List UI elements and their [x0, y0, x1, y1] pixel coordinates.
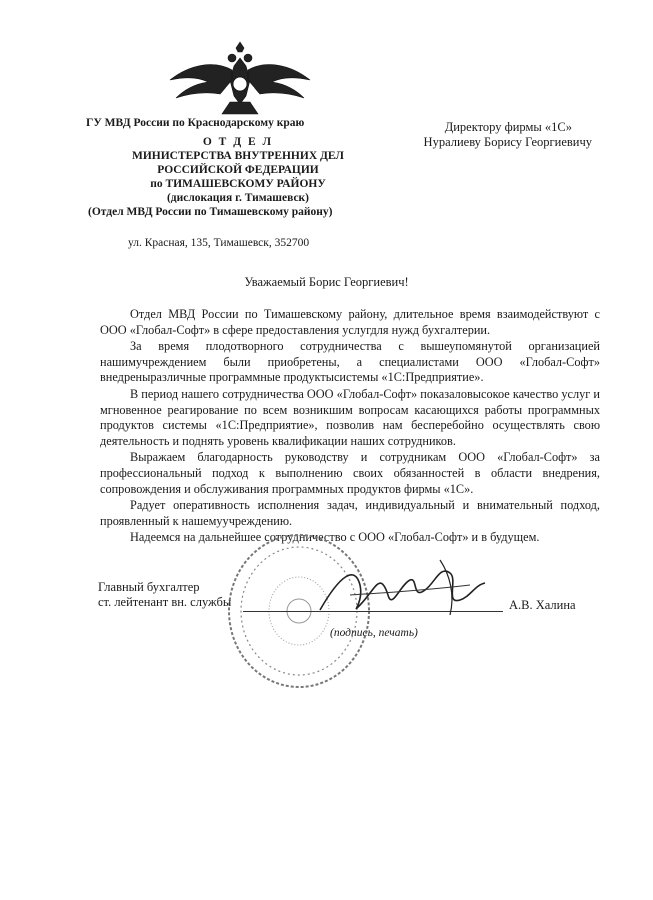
letterhead-short-name: (Отдел МВД России по Тимашевскому району)	[88, 206, 333, 218]
paragraph: Радует оперативность исполнения задач, индивидуальный и внимательный подход, проявленный к нашемуучреждению.	[100, 498, 600, 528]
paragraph: В период нашего сотрудничества ООО «Глобал-Софт» показаловысокое качество услуг и мгновенное реагирование по всем возникшим вопросам касающихся работы программных продуктов системы «1С:Предприятие», позволив нам бесперебойно осуществлять свою деятельность и поднять уровень квалификации наших сотрудников.	[100, 386, 600, 448]
greeting: Уважаемый Борис Георгиевич!	[244, 275, 409, 289]
letterhead-federation: РОССИЙСКОЙ ФЕДЕРАЦИИ	[157, 164, 319, 176]
letterhead-ministry-name: МИНИСТЕРСТВА ВНУТРЕННИХ ДЕЛ	[131, 150, 345, 162]
letterhead-address: ул. Красная, 135, Тимашевск, 352700	[128, 237, 310, 249]
recipient-name: Нуралиеву Борису Георгиевичу	[423, 135, 592, 149]
signatory-name: А.В. Халина	[509, 598, 576, 612]
letterhead-ministry: ГУ МВД России по Краснодарскому краю	[86, 117, 305, 129]
paragraph: Отдел МВД России по Тимашевскому району, длительное время взаимодействуют с ООО «Глобал-Софт» в сфере предоставления услугдля нужд бухгалтерии.	[100, 307, 600, 337]
signatory-rank: ст. лейтенант вн. службы	[98, 595, 232, 609]
paragraph: Надеемся на дальнейшее сотрудничество с ООО «Глобал-Софт» и в будущем.	[130, 530, 540, 545]
paragraph: За время плодотворного сотрудничества с вышеупомянутой организацией нашимучреждением были приобретены, а специалистами ООО «Глобал-Софт» внедреныразличные программные продуктысистемы «1С:Предприятие».	[100, 339, 600, 385]
letterhead-district: по ТИМАШЕВСКОМУ РАЙОНУ	[150, 178, 326, 190]
letterhead-department: О Т Д Е Л	[202, 136, 274, 148]
letterhead-location: (дислокация г. Тимашевск)	[166, 192, 310, 204]
letter-body	[100, 307, 600, 547]
recipient-block	[392, 120, 592, 150]
recipient-position: Директору фирмы «1С»	[444, 120, 572, 134]
signatory-title	[98, 580, 231, 610]
eagle-emblem-icon	[160, 40, 320, 120]
signature-caption: (подпись, печать)	[330, 627, 418, 639]
handwritten-signature	[300, 555, 500, 630]
signatory-position: Главный бухгалтер	[98, 580, 200, 594]
paragraph: Выражаем благодарность руководству и сотрудникам ООО «Глобал-Софт» за профессиональный подход к выполнению своих обязанностей в области внедрения, сопровождения и обслуживания программных продуктов фирмы «1С».	[100, 450, 600, 496]
